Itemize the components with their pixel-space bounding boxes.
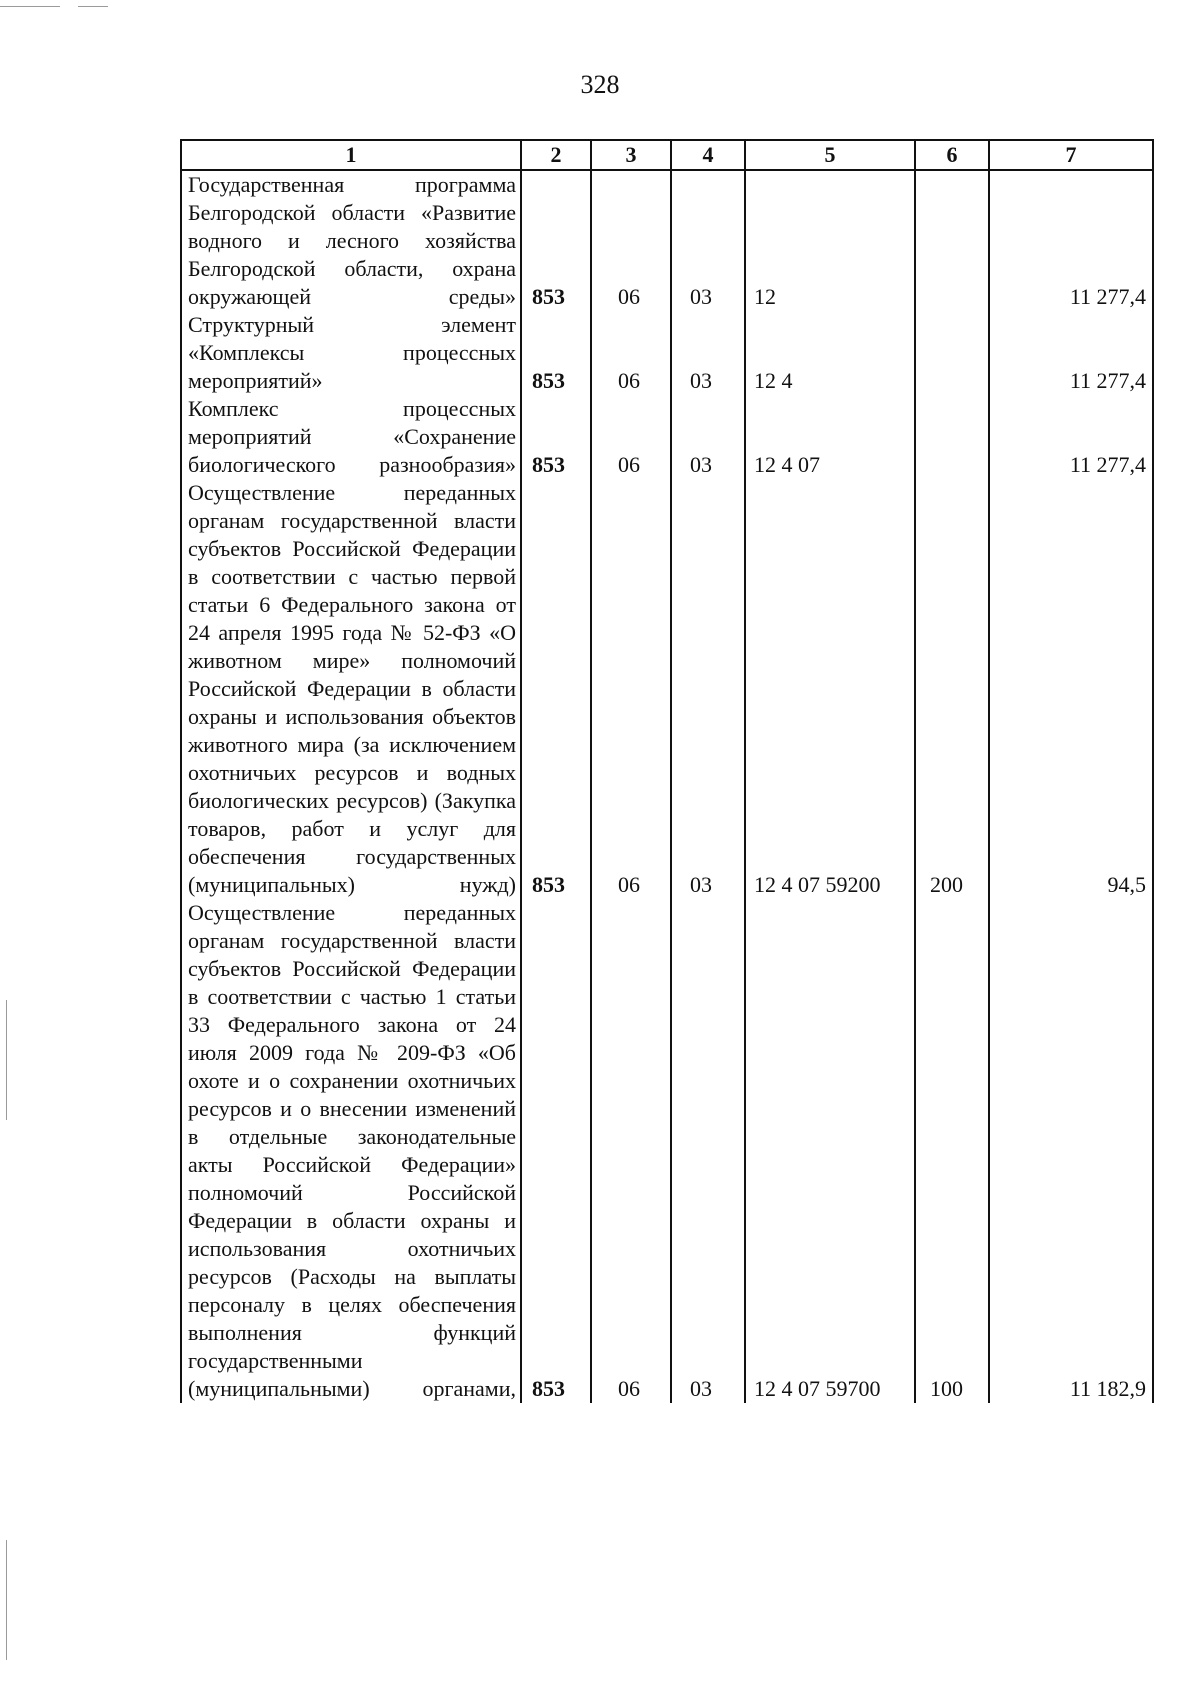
- row-description: Государственная программа Белгородской области «Развитие водного и лесного хозяйства Белгородской области, охрана окружающей среды»: [181, 170, 521, 311]
- column-header-6: 6: [915, 140, 989, 170]
- row-amount: 11 277,4: [989, 395, 1153, 479]
- row-subsection-code: 03: [671, 311, 745, 395]
- scan-mark-left-1: [6, 1000, 7, 1120]
- column-header-5: 5: [745, 140, 915, 170]
- scan-mark-left-2: [6, 1540, 7, 1660]
- scan-mark-top-1: [0, 6, 60, 7]
- row-grbs-code: 853: [521, 395, 591, 479]
- scan-mark-top-2: [78, 6, 108, 7]
- row-description: Структурный элемент «Комплексы процессных мероприятий»: [181, 311, 521, 395]
- row-section-code: 06: [591, 311, 671, 395]
- column-header-3: 3: [591, 140, 671, 170]
- row-grbs-code: 853: [521, 311, 591, 395]
- budget-table: [180, 139, 1154, 1403]
- row-expense-type: [915, 311, 989, 395]
- row-target-article: 12 4 07 59200: [745, 479, 915, 899]
- row-section-code: 06: [591, 899, 671, 1403]
- column-header-7: 7: [989, 140, 1153, 170]
- row-grbs-code: 853: [521, 479, 591, 899]
- row-target-article: 12 4 07 59700: [745, 899, 915, 1403]
- table-row: [181, 170, 1153, 311]
- table-row: [181, 395, 1153, 479]
- row-expense-type: [915, 170, 989, 311]
- table-header-row: [181, 140, 1153, 170]
- row-expense-type: [915, 395, 989, 479]
- row-amount: 11 182,9: [989, 899, 1153, 1403]
- row-grbs-code: 853: [521, 899, 591, 1403]
- row-expense-type: 200: [915, 479, 989, 899]
- row-section-code: 06: [591, 479, 671, 899]
- row-subsection-code: 03: [671, 899, 745, 1403]
- row-section-code: 06: [591, 395, 671, 479]
- table-row: [181, 899, 1153, 1403]
- row-target-article: 12: [745, 170, 915, 311]
- column-header-4: 4: [671, 140, 745, 170]
- row-target-article: 12 4 07: [745, 395, 915, 479]
- row-amount: 11 277,4: [989, 170, 1153, 311]
- column-header-2: 2: [521, 140, 591, 170]
- table-row: [181, 479, 1153, 899]
- row-subsection-code: 03: [671, 395, 745, 479]
- row-amount: 11 277,4: [989, 311, 1153, 395]
- row-description: Осуществление переданных органам государственной власти субъектов Российской Федерации в соответствии с частью 1 статьи 33 Федерального закона от 24 июля 2009 года № 209-ФЗ «Об охоте и о сохранении охотничьих ресурсов и о внесении изменений в отдельные законодательные акты Российской Федерации» полномочий Российской Федерации в области охраны и использования охотничьих ресурсов (Расходы на выплаты персоналу в целях обеспечения выполнения функций государственными (муниципальными) органами,: [181, 899, 521, 1403]
- row-grbs-code: 853: [521, 170, 591, 311]
- column-header-1: 1: [181, 140, 521, 170]
- row-subsection-code: 03: [671, 479, 745, 899]
- row-subsection-code: 03: [671, 170, 745, 311]
- row-description: Осуществление переданных органам государственной власти субъектов Российской Федерации в соответствии с частью первой статьи 6 Федерального закона от 24 апреля 1995 года № 52-ФЗ «О животном мире» полномочий Российской Федерации в области охраны и использования объектов животного мира (за исключением охотничьих ресурсов и водных биологических ресурсов) (Закупка товаров, работ и услуг для обеспечения государственных (муниципальных) нужд): [181, 479, 521, 899]
- row-description: Комплекс процессных мероприятий «Сохранение биологического разнообразия»: [181, 395, 521, 479]
- page-number: 328: [580, 70, 620, 99]
- row-target-article: 12 4: [745, 311, 915, 395]
- row-section-code: 06: [591, 170, 671, 311]
- table-row: [181, 311, 1153, 395]
- row-amount: 94,5: [989, 479, 1153, 899]
- row-expense-type: 100: [915, 899, 989, 1403]
